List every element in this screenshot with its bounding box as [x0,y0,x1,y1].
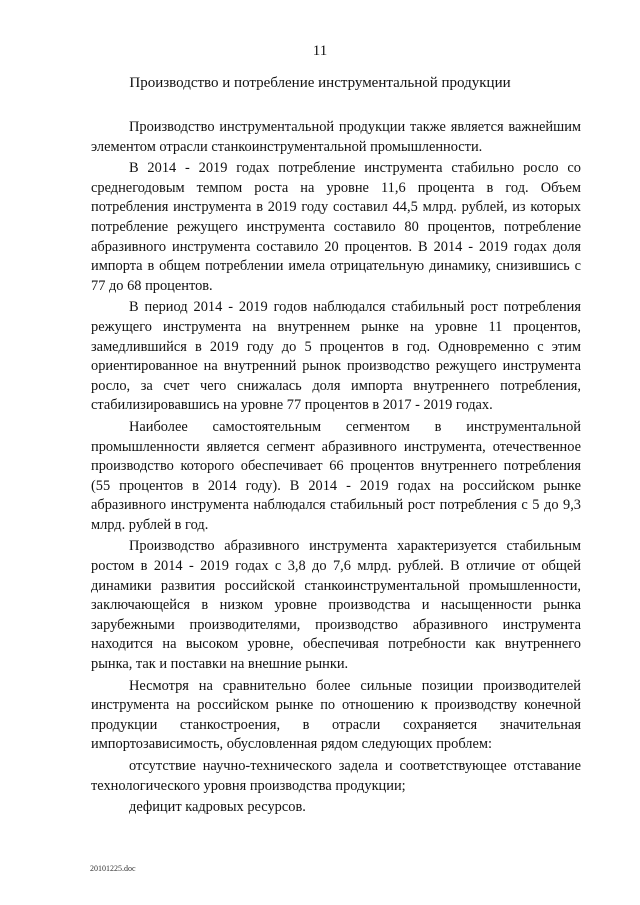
paragraph: Производство инструментальной продукции также является важнейшим элементом отрасли станкоинструментальной промышленности. [91,119,581,155]
paragraph: Наиболее самостоятельным сегментом в инструментальной промышленности является сегмент абразивного инструмента, отечественное производство которого обеспечивает 66 процентов внутреннего потребления (55 процентов в 2014 году). В 2014 - 2019 годах на российском рынке абразивного инструмента наблюдался стабильный рост потребления с 5 до 9,3 млрд. рублей в год. [91,418,581,533]
footer-filename: 20101225.doc [90,864,136,873]
document-body [91,118,581,818]
list-item: дефицит кадровых ресурсов. [129,799,306,816]
page-number: 11 [312,43,328,59]
paragraph: Производство абразивного инструмента характеризуется стабильным ростом в 2014 - 2019 годах с 3,8 до 7,6 млрд. рублей. В отличие от общей динамики развития российской станкоинструментальной промышленности, заключающейся в низком уровне производства и насыщенности рынка зарубежными производителями, производство абразивного инструмента находится на высоком уровне, обеспечивая потребности как внутреннего рынка, так и поставки на внешние рынки. [91,538,581,673]
document-title: Производство и потребление инструментальной продукции [129,75,511,91]
paragraph: В период 2014 - 2019 годов наблюдался стабильный рост потребления режущего инструмента на внутреннем рынке на уровне 11 процентов, замедлившийся в 2019 году до 5 процентов в год. Одновременно с этим ориентированное на внутренний рынок производство режущего инструмента росло, за счет чего снижалась доля импорта внутреннего потребления, стабилизировавшись на уровне 77 процентов в 2017 - 2019 годах. [91,299,581,414]
list-item: отсутствие научно-технического задела и соответствующее отставание технологического уровня производства продукции; [91,758,581,794]
paragraph: В 2014 - 2019 годах потребление инструмента стабильно росло со среднегодовым темпом роста на уровне 11,6 процента в год. Объем потребления инструмента в 2019 году составил 44,5 млрд. рублей, из которых потребление режущего инструмента составило 80 процентов, потребление абразивного инструмента составило 20 процентов. В 2014 - 2019 годах доля импорта в общем потреблении имела отрицательную динамику, снизившись с 77 до 68 процентов. [91,160,581,294]
paragraph: Несмотря на сравнительно более сильные позиции производителей инструмента на российском рынке по отношению к производству конечной продукции станкостроения, в отрасли сохраняется значительная импортозависимость, обусловленная рядом следующих проблем: [91,677,581,753]
